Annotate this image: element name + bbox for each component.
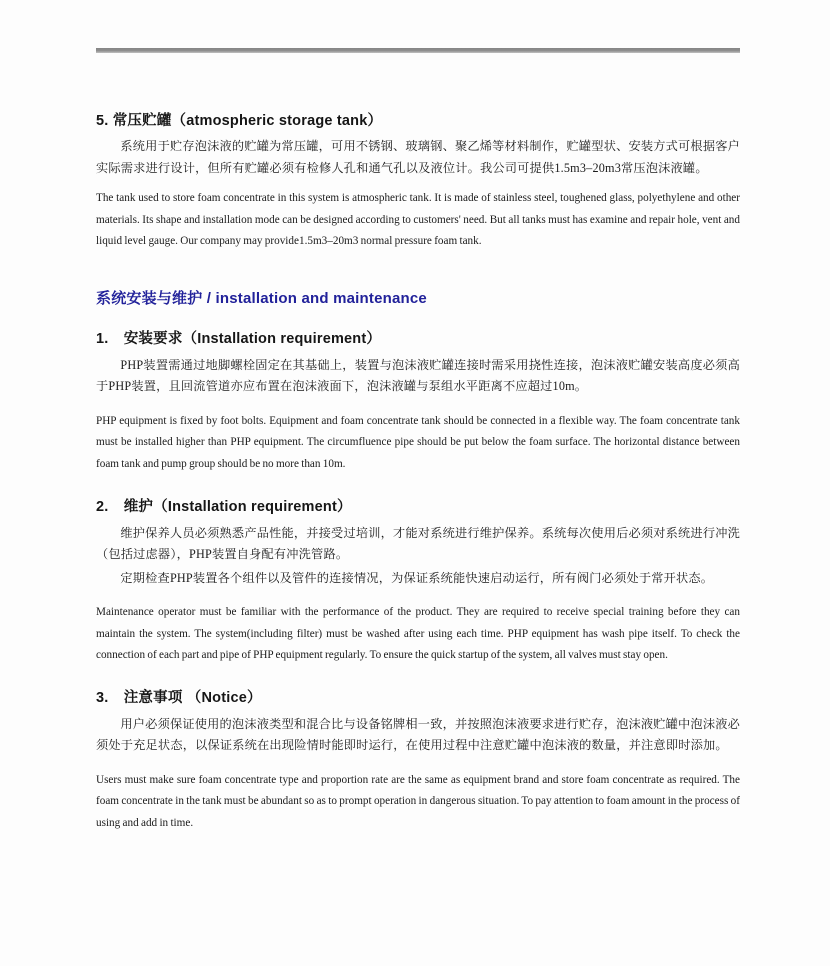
section-tank-title: 5. 常压贮罐（atmospheric storage tank）	[96, 113, 383, 129]
subsection-1-paragraph-en: PHP equipment is fixed by foot bolts. Equipment and foam concentrate tank should be connected in a flexible way. The foam concentrate tank must be installed higher than PHP equipment. The circumfluence pipe should be put below the foam surface. The horizontal distance between foam tank and pump group should be no more than 10m.	[96, 414, 740, 470]
page-content	[96, 112, 740, 835]
subsection-3-paragraph-en: Users must make sure foam concentrate type and proportion rate are the same as equipment brand and store foam concentrate as required. The foam concentrate in the tank must be abundant so as to prompt operation in dangerous situation. To pay attention to foam amount in the process of using and add in time.	[96, 773, 740, 830]
subsection-2-title-text: 维护（Installation requirement）	[123, 498, 352, 515]
subsection-1-title	[96, 330, 740, 349]
section-tank-paragraph-zh: 系统用于贮存泡沫液的贮罐为常压罐，可用不锈钢、玻璃钢、聚乙烯等材料制作，贮罐型状、安装方式可根据客户实际需求进行设计，但所有贮罐必须有检修人孔和通气孔以及液位计。我公司可提供1.5m3–20m3常压泡沫液罐。	[96, 139, 740, 175]
subsection-1-title-text: 安装要求（Installation requirement）	[123, 330, 382, 347]
subsection-3-title-text: 注意事项 （Notice）	[123, 689, 262, 706]
subsection-1-paragraph-zh: PHP装置需通过地脚螺栓固定在其基础上，装置与泡沫液贮罐连接时需采用挠性连接，泡沫液贮罐安装高度必须高于PHP装置，且回流管道亦应布置在泡沫液面下，泡沫液罐与泵组水平距离不应超过10m。	[96, 357, 740, 394]
section-tank-paragraph-en: The tank used to store foam concentrate in this system is atmospheric tank. It is made of stainless steel, toughened glass, polyethylene and other materials. Its shape and installation mode can be designed according to customers' need. But all tanks must has examine and repair hole, vent and liquid level gauge. Our company may provide1.5m3–20m3 normal pressure foam tank.	[96, 192, 740, 248]
subsection-2-paragraph-zh-2: 定期检查PHP装置各个组件以及管件的连接情况，为保证系统能快速启动运行，所有阀门必须处于常开状态。	[120, 570, 714, 585]
document-page	[0, 48, 830, 966]
subsection-installation-requirement	[96, 330, 740, 476]
subsection-3-title	[96, 689, 740, 708]
subsection-2-paragraph-zh: 维护保养人员必须熟悉产品性能，并接受过培训，才能对系统进行维护保养。系统每次使用后必须对系统进行冲洗（包括过虑器），PHP装置自身配有冲洗管路。	[96, 525, 740, 562]
install-maintenance-heading: 系统安装与维护 / installation and maintenance	[96, 289, 427, 307]
subsection-2-paragraph-en: Maintenance operator must be familiar with the performance of the product. They are required to receive special training before they can maintain the system. The system(including filter) must be washed after using each time. PHP equipment has wash pipe itself. To check the connection of each part and pipe of PHP equipment regularly. To ensure the quick startup of the system, all valves must stay open.	[96, 606, 740, 662]
subsection-1-number: 1.	[96, 330, 109, 347]
subsection-2-number: 2.	[96, 498, 109, 515]
subsection-notice	[96, 689, 740, 835]
subsection-maintenance	[96, 498, 740, 667]
subsection-3-paragraph-zh: 用户必须保证使用的泡沫液类型和混合比与设备铭牌相一致，并按照泡沫液要求进行贮存，泡沫液贮罐中泡沫液必须处于充足状态，以保证系统在出现险情时能即时运行，在使用过程中注意贮罐中泡沫液的数量，并注意即时添加。	[96, 716, 740, 753]
subsection-3-number: 3.	[96, 689, 109, 706]
top-divider-rule	[96, 48, 740, 53]
subsection-2-title	[96, 498, 740, 517]
